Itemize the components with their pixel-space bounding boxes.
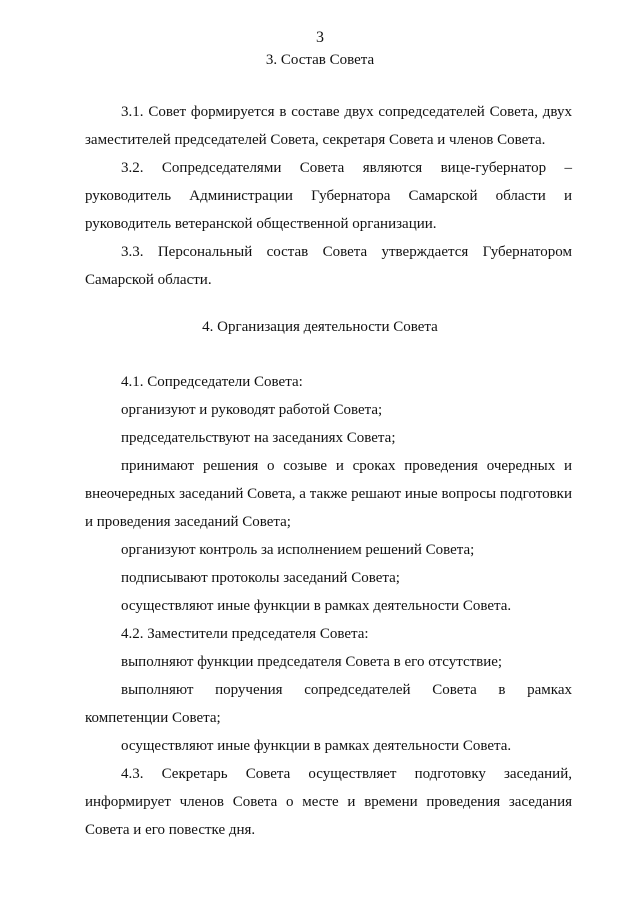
paragraph-4-1-item-f: осуществляют иные функции в рамках деятельности Совета. [121, 598, 512, 614]
paragraph-4-1-item-b: председательствуют на заседаниях Совета; [121, 430, 396, 446]
paragraph-3-2-line-1: 3.2. Сопредседателями Совета являются вице-губернатор – [121, 160, 572, 176]
paragraph-4-2-item-c: осуществляют иные функции в рамках деятельности Совета. [121, 738, 512, 754]
paragraph-4-2: 4.2. Заместители председателя Совета: [121, 626, 369, 642]
paragraph-4-2-item-b-line-2: компетенции Совета; [85, 710, 221, 726]
section-3-title: 3. Состав Совета [265, 52, 375, 68]
paragraph-4-1-item-a: организуют и руководят работой Совета; [121, 402, 383, 418]
paragraph-4-2-item-b-line-1: выполняют поручения сопредседателей Совета в рамках [121, 682, 572, 698]
paragraph-3-2-line-3: руководитель ветеранской общественной организации. [85, 216, 437, 232]
paragraph-4-1-item-e: подписывают протоколы заседаний Совета; [121, 570, 400, 586]
paragraph-3-2 [85, 154, 572, 238]
paragraph-3-1: 3.1. Совет формируется в составе двух сопредседателей Совета, двух заместителей председателей Совета, секретаря Совета и членов Совета. [85, 104, 572, 148]
paragraph-4-2-item-b [85, 676, 572, 732]
paragraph-4-1: 4.1. Сопредседатели Совета: [121, 374, 303, 390]
paragraph-4-3: 4.3. Секретарь Совета осуществляет подготовку заседаний, информирует членов Совета о месте и времени проведения заседания Совета и его повестке дня. [85, 766, 572, 838]
section-4-title: 4. Организация деятельности Совета [202, 319, 438, 335]
paragraph-3-2-line-2: руководитель Администрации Губернатора Самарской области и [85, 188, 572, 204]
page-number: 3 [316, 29, 324, 46]
paragraph-4-1-item-c: принимают решения о созыве и сроках проведения очередных и внеочередных заседаний Совета, а также решают иные вопросы подготовки и проведения заседаний Совета; [85, 458, 572, 530]
paragraph-3-3: 3.3. Персональный состав Совета утверждается Губернатором Самарской области. [85, 244, 572, 288]
paragraph-4-1-item-d: организуют контроль за исполнением решений Совета; [121, 542, 475, 558]
paragraph-4-2-item-a: выполняют функции председателя Совета в его отсутствие; [121, 654, 503, 670]
